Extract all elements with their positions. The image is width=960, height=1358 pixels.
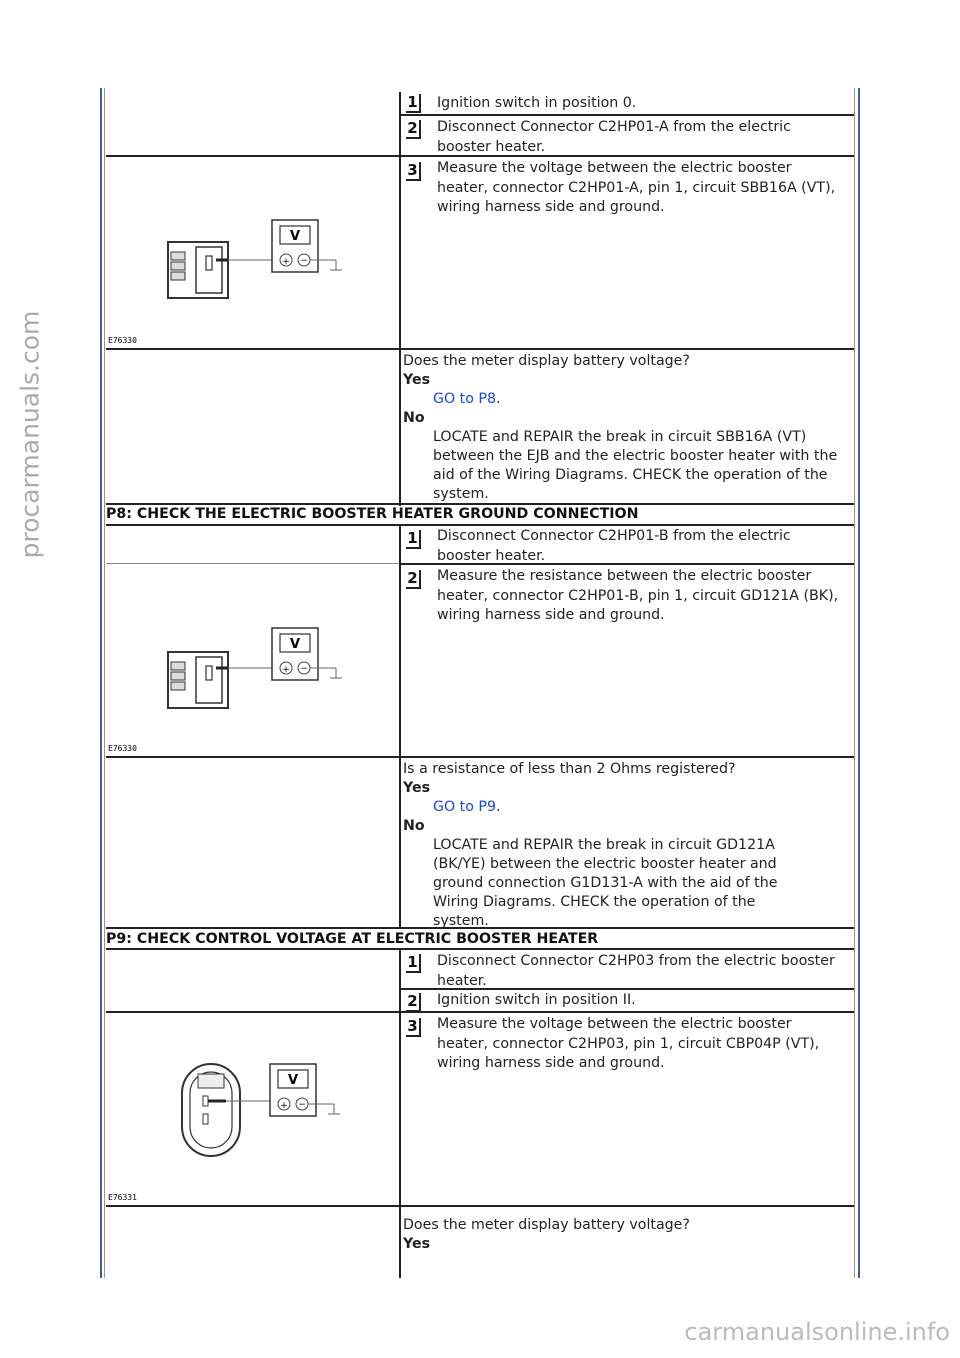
goto-link[interactable]: GO to P9: [433, 799, 497, 815]
row-divider: [106, 1205, 854, 1207]
no-label: No: [403, 410, 425, 426]
step-text: Measure the voltage between the electric booster heater, connector C2HP03, pin 1, circuit CBP04P (VT), wiring harness side and ground.: [437, 1016, 820, 1071]
svg-text:+: +: [282, 665, 290, 675]
section-heading: P9: CHECK CONTROL VOLTAGE AT ELECTRIC BOOSTER HEATER: [106, 931, 599, 947]
step-number: 3: [406, 1018, 421, 1037]
step-number: 2: [406, 993, 421, 1012]
connector-voltmeter-illustration: [106, 1016, 398, 1203]
page-left-border-inner: [104, 88, 105, 1278]
yes-label: Yes: [403, 372, 431, 388]
row-divider: [106, 524, 854, 526]
row-divider: [106, 348, 854, 350]
row-divider: [106, 563, 399, 564]
svg-text:−: −: [300, 664, 308, 674]
figure-code: E76330: [108, 336, 137, 345]
yes-label: Yes: [403, 1236, 431, 1252]
svg-text:+: +: [280, 1101, 288, 1111]
step-number: 1: [406, 954, 421, 973]
question-text: Does the meter display battery voltage?: [403, 1217, 690, 1233]
page-right-border-inner: [854, 88, 855, 1278]
row-divider: [106, 948, 854, 950]
voltmeter-label: V: [287, 1073, 299, 1088]
step-number: 1: [406, 530, 421, 549]
step-text: Disconnect Connector C2HP03 from the electric booster heater.: [437, 953, 835, 989]
row-divider: [106, 1011, 854, 1013]
decision-block: [403, 352, 855, 504]
row-divider: [399, 114, 854, 116]
step-text: Measure the resistance between the electric booster heater, connector C2HP01-B, pin 1, circuit GD121A (BK), wiring harness side and ground.: [437, 568, 839, 623]
page-left-border: [100, 88, 102, 1278]
yes-action: GO to P8.: [433, 391, 501, 407]
goto-link[interactable]: GO to P8: [433, 391, 497, 407]
column-divider: [399, 526, 401, 928]
step-text: Measure the voltage between the electric booster heater, connector C2HP01-A, pin 1, circuit SBB16A (VT), wiring harness side and ground.: [437, 160, 836, 215]
connector-diagram: [106, 1016, 398, 1203]
step-number: 2: [406, 570, 421, 589]
section-heading: P8: CHECK THE ELECTRIC BOOSTER HEATER GROUND CONNECTION: [106, 506, 639, 522]
no-action: LOCATE and REPAIR the break in circuit SBB16A (VT) between the EJB and the electric booster heater with the aid of the Wiring Diagrams. CHECK the operation of the system.: [433, 429, 838, 502]
question-text: Does the meter display battery voltage?: [403, 353, 690, 369]
svg-text:−: −: [300, 256, 308, 266]
step-text: Ignition switch in position 0.: [437, 95, 637, 111]
connector-diagram: [106, 160, 398, 346]
svg-text:−: −: [298, 1100, 306, 1110]
decision-block: [403, 760, 855, 931]
yes-action: GO to P9.: [433, 799, 501, 815]
footer-watermark: carmanualsonline.info: [684, 1318, 950, 1346]
yes-label: Yes: [403, 780, 431, 796]
no-label: No: [403, 818, 425, 834]
step-number: 1: [406, 94, 421, 113]
connector-voltmeter-illustration: [106, 160, 398, 346]
connector-diagram: [106, 568, 398, 754]
column-divider: [399, 950, 401, 1278]
step-text: Disconnect Connector C2HP01-A from the electric booster heater.: [437, 119, 791, 155]
no-action: LOCATE and REPAIR the break in circuit GD121A (BK/YE) between the electric booster heater and ground connection G1D131-A with the aid of the Wiring Diagrams. CHECK the operation of the system.: [433, 837, 778, 929]
decision-block: [403, 1216, 855, 1254]
question-text: Is a resistance of less than 2 Ohms registered?: [403, 761, 736, 777]
svg-text:+: +: [282, 257, 290, 267]
step-number: 2: [406, 120, 421, 139]
step-number: 3: [406, 162, 421, 181]
voltmeter-label: V: [289, 229, 301, 244]
step-text: Ignition switch in position II.: [437, 992, 636, 1008]
side-watermark: procarmanuals.com: [15, 310, 45, 559]
figure-code: E76331: [108, 1193, 137, 1202]
step-text: Disconnect Connector C2HP01-B from the electric booster heater.: [437, 528, 791, 564]
voltmeter-label: V: [289, 637, 301, 652]
figure-code: E76330: [108, 744, 137, 753]
connector-voltmeter-illustration: [106, 568, 398, 754]
row-divider: [106, 756, 854, 758]
page-right-border: [858, 88, 860, 1278]
